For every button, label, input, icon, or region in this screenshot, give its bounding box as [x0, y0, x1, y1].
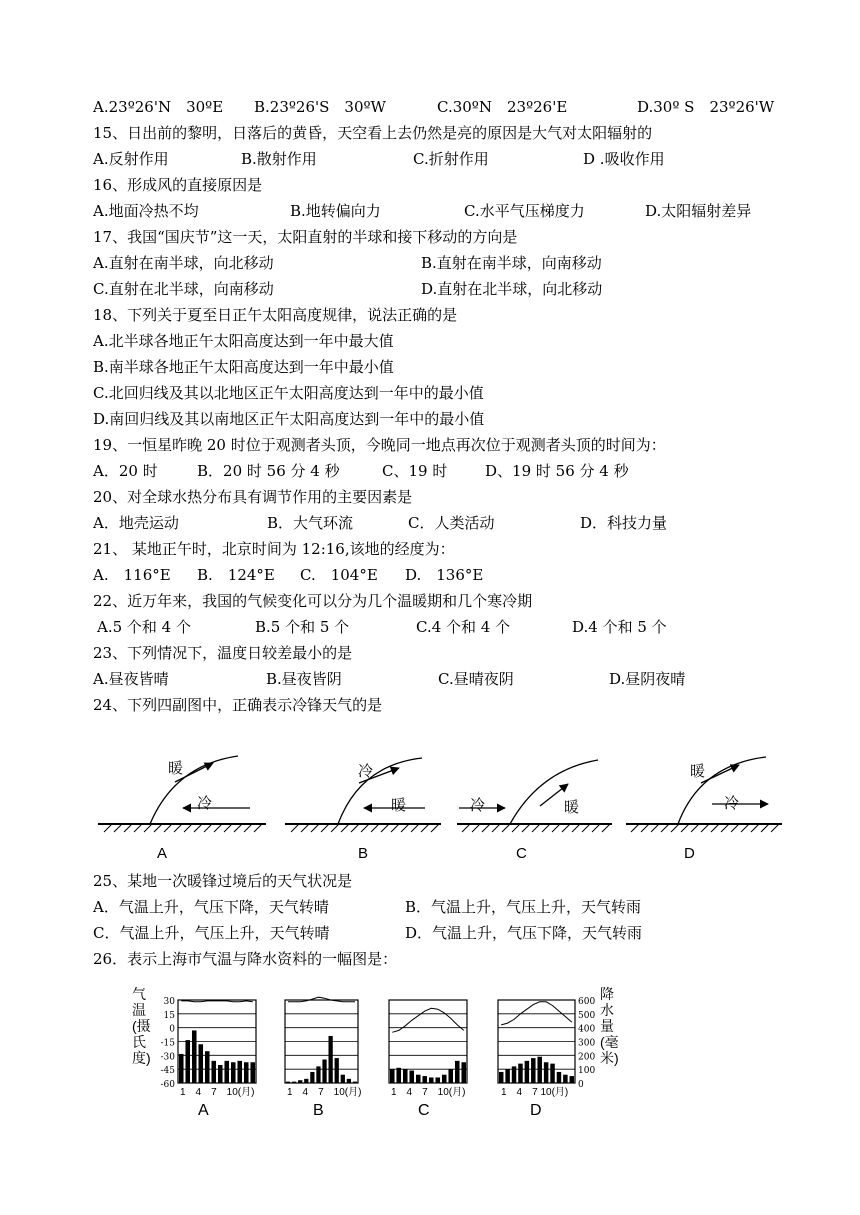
q21-option-b: B. 124°E [197, 566, 275, 584]
precip-bar [531, 1058, 535, 1083]
precip-bar [322, 1059, 326, 1083]
right-tick-label: 600 [578, 997, 596, 1007]
q19-option-c: C、19 时 [382, 462, 448, 480]
q26-stem: 26．表示上海市气温与降水资料的一幅图是： [93, 950, 398, 968]
precip-bar [409, 1071, 414, 1083]
panel-c-label: C [418, 1102, 430, 1119]
precip-bar [448, 1069, 453, 1083]
panel-a-label: A [198, 1102, 209, 1119]
q21-option-d: D. 136°E [405, 566, 484, 584]
panel-d-label: D [530, 1102, 542, 1119]
q22-stem: 22、近万年来，我国的气候变化可以分为几个温暖期和几个寒冷期 [93, 592, 533, 610]
q20-option-b: B．大气环流 [267, 514, 354, 532]
diagram-c-upper: 冷 [470, 796, 486, 814]
precip-bar [455, 1061, 460, 1083]
q18-option-c: C.北回归线及其以北地区正午太阳高度达到一年中的最小值 [93, 384, 484, 402]
q17-option-d: D.直射在北半球，向北移动 [421, 280, 603, 298]
right-tick-label: 500 [578, 1010, 596, 1021]
q21-option-c: C. 104°E [300, 566, 378, 584]
q20-option-a: A．地壳运动 [93, 514, 179, 532]
q22-option-d: D.4 个和 5 个 [572, 618, 667, 636]
q24-stem: 24、下列四副图中，正确表示冷锋天气的是 [93, 696, 383, 714]
precip-bar [570, 1076, 574, 1083]
q19-stem: 19、一恒星昨晚 20 时位于观测者头顶，今晚同一地点再次位于观测者头顶的时间为： [93, 436, 666, 454]
precip-bar [525, 1061, 529, 1083]
diagram-b-upper: 冷 [358, 762, 374, 780]
q16-option-b: B.地转偏向力 [290, 202, 381, 220]
precip-bar [179, 1054, 184, 1083]
panel-b-label: B [313, 1102, 324, 1119]
left-tick-label: 0 [169, 1024, 175, 1035]
precip-bar [518, 1064, 522, 1083]
temp-line [392, 1008, 464, 1032]
q18-option-a: A.北半球各地正午太阳高度达到一年中最大值 [93, 332, 394, 350]
precip-bar [442, 1075, 447, 1083]
q23-option-c: C.昼晴夜阴 [438, 670, 514, 688]
temp-line [181, 1001, 253, 1002]
precip-bar [512, 1066, 516, 1083]
q15-option-a: A.反射作用 [93, 150, 169, 168]
precip-bar [396, 1068, 401, 1083]
q23-option-a: A.昼夜皆晴 [93, 670, 169, 688]
right-tick-label: 300 [578, 1038, 596, 1049]
q15-option-c: C.折射作用 [413, 150, 489, 168]
month-ticks-a: 1 4 7 10(月) [180, 1087, 255, 1098]
q25-option-d: D．气温上升，气压下降，天气转雨 [405, 924, 643, 942]
precip-bar [198, 1044, 203, 1083]
q23-option-b: B.昼夜皆阴 [266, 670, 342, 688]
diagram-d-lower: 冷 [724, 794, 740, 812]
q17-option-b: B.直射在南半球，向南移动 [421, 254, 602, 272]
q16-stem: 16、形成风的直接原因是 [93, 176, 263, 194]
q25-option-a: A．气温上升，气压下降，天气转晴 [93, 898, 329, 916]
diagram-d-upper: 暖 [690, 762, 706, 780]
q16-option-c: C.水平气压梯度力 [464, 202, 585, 220]
precip-bar [224, 1061, 229, 1083]
precip-bar [537, 1057, 541, 1083]
diagram-c-lower: 暖 [564, 798, 580, 816]
q18-option-d: D.南回归线及其以南地区正午太阳高度达到一年中的最小值 [93, 410, 485, 428]
q19-option-d: D、19 时 56 分 4 秒 [485, 462, 629, 480]
precip-bar [250, 1062, 255, 1083]
precip-bar [416, 1075, 421, 1083]
q15-stem: 15、日出前的黎明，日落后的黄昏，天空看上去仍然是亮的原因是大气对太阳辐射的 [93, 124, 653, 142]
q22-option-a: A.5 个和 4 个 [97, 618, 191, 636]
precip-bar [341, 1075, 345, 1083]
right-tick-label: 200 [578, 1052, 596, 1063]
q17-option-a: A.直射在南半球，向北移动 [93, 254, 274, 272]
q14-option-b: B.23º26'S 30ºW [254, 98, 386, 116]
precip-bar [244, 1062, 249, 1083]
q17-stem: 17、我国“国庆节”这一天，太阳直射的半球和接下移动的方向是 [93, 228, 518, 246]
q25-stem: 25、某地一次暖锋过境后的天气状况是 [93, 872, 353, 890]
precip-bar [205, 1051, 210, 1083]
left-tick-label: 15 [163, 1010, 175, 1021]
precip-bar [499, 1072, 503, 1083]
q16-option-d: D.太阳辐射差异 [645, 202, 752, 220]
q19-option-a: A．20 时 [93, 462, 158, 480]
diagram-a-lower: 冷 [197, 794, 213, 812]
q18-option-b: B.南半球各地正午太阳高度达到一年中最小值 [93, 358, 394, 376]
precip-bar [422, 1076, 427, 1083]
precip-bar [557, 1072, 561, 1083]
month-ticks-d: 1 4 7 10(月) [501, 1087, 569, 1098]
q25-option-c: C．气温上升，气压上升，天气转晴 [93, 924, 330, 942]
left-tick-label: -45 [160, 1066, 175, 1077]
precip-bar [335, 1058, 339, 1083]
precip-bar [563, 1075, 567, 1083]
q20-option-d: D．科技力量 [580, 514, 668, 532]
q14-option-c: C.30ºN 23º26'E [437, 98, 568, 116]
q21-stem: 21、 某地正午时，北京时间为 12:16,该地的经度为： [93, 540, 455, 558]
precip-bar [550, 1064, 554, 1083]
precip-bar [544, 1062, 548, 1083]
right-tick-label: 400 [578, 1024, 596, 1035]
diagram-b-label: B [358, 845, 369, 862]
q19-option-b: B．20 时 56 分 4 秒 [197, 462, 340, 480]
right-tick-label: 0 [578, 1080, 584, 1090]
diagram-c-label: C [516, 845, 527, 862]
q17-option-c: C.直射在北半球，向南移动 [93, 280, 274, 298]
q25-option-b: B．气温上升，气压上升，天气转雨 [405, 898, 642, 916]
precip-bar [231, 1062, 236, 1083]
diagram-a-upper: 暖 [168, 759, 184, 777]
precip-bar [328, 1036, 332, 1083]
precip-bar [192, 1030, 197, 1083]
q18-stem: 18、下列关于夏至日正午太阳高度规律，说法正确的是 [93, 306, 458, 324]
precip-bar [403, 1069, 408, 1083]
precip-bar [390, 1069, 395, 1083]
diagram-d-label: D [684, 845, 695, 862]
temp-line [501, 1002, 572, 1025]
q23-stem: 23、下列情况下，温度日较差最小的是 [93, 644, 353, 662]
diagram-b-lower: 暖 [391, 796, 407, 814]
q15-option-b: B.散射作用 [241, 150, 317, 168]
q16-option-a: A.地面冷热不均 [93, 202, 199, 220]
precip-bar [316, 1066, 320, 1083]
q22-option-b: B.5 个和 5 个 [255, 618, 350, 636]
q14-option-d: D.30º S 23º26'W [637, 98, 775, 116]
left-tick-label: -30 [160, 1052, 175, 1063]
q20-option-c: C．人类活动 [408, 514, 495, 532]
climate-charts [0, 980, 860, 1130]
month-ticks-c: 1 4 7 10(月) [391, 1087, 466, 1098]
left-axis-label: 气温(摄氏度) [132, 986, 151, 1066]
q22-option-c: C.4 个和 4 个 [416, 618, 511, 636]
precip-bar [211, 1061, 216, 1083]
right-axis-label: 降水量(毫米) [600, 986, 619, 1066]
q23-option-d: D.昼阴夜晴 [609, 670, 686, 688]
diagram-a-label: A [157, 845, 168, 862]
q20-stem: 20、对全球水热分布具有调节作用的主要因素是 [93, 488, 413, 506]
q14-option-a: A.23º26'N 30ºE [93, 98, 224, 116]
precip-bar [218, 1065, 223, 1083]
precip-bar [185, 1040, 190, 1083]
precip-bar [505, 1069, 509, 1083]
month-ticks-b: 1 4 7 10(月) [287, 1087, 362, 1098]
precip-bar [237, 1061, 242, 1083]
left-tick-label: 30 [163, 997, 175, 1007]
left-tick-label: -60 [160, 1080, 175, 1090]
q21-option-a: A. 116°E [93, 566, 171, 584]
right-tick-label: 100 [578, 1066, 596, 1077]
q15-option-d: D .吸收作用 [583, 150, 665, 168]
precip-bar [461, 1062, 466, 1083]
precip-bar [310, 1072, 314, 1083]
left-tick-label: -15 [160, 1038, 175, 1049]
